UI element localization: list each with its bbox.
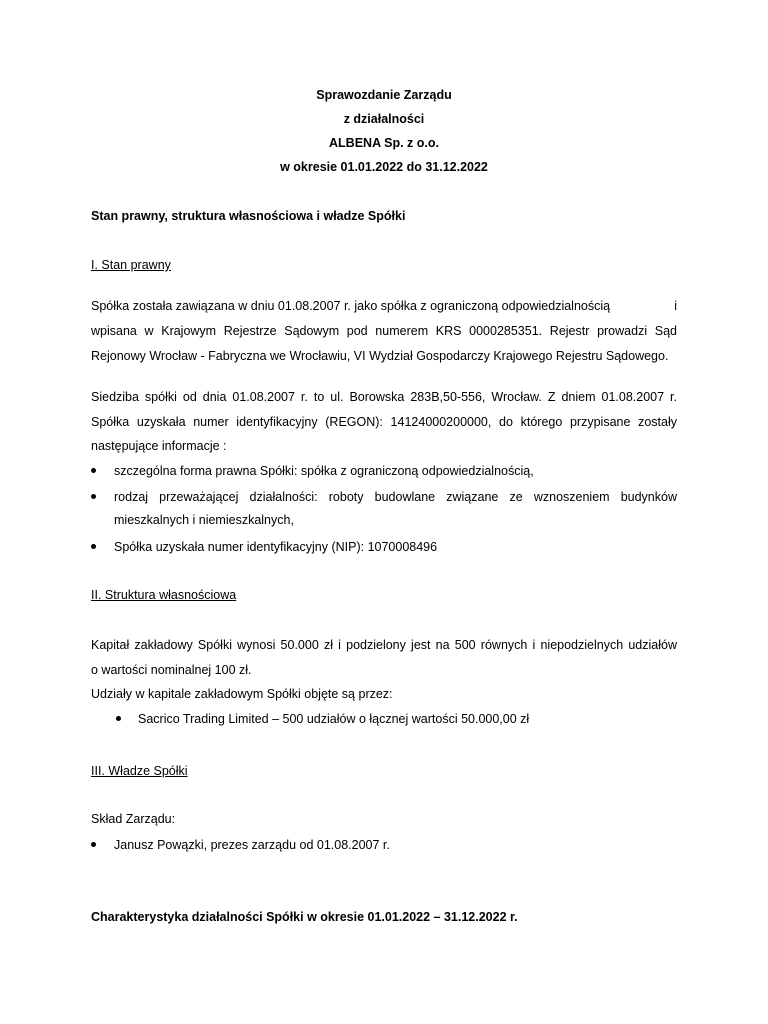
bullet-icon bbox=[91, 468, 96, 473]
sklad-zarzadu-label: Skład Zarządu: bbox=[91, 812, 176, 826]
list-item: rodzaj przeważającej działalności: roboty budowlane związane ze wznoszeniem budynków bbox=[114, 490, 677, 504]
bullet-icon bbox=[116, 716, 121, 721]
list-item: Janusz Powązki, prezes zarządu od 01.08.2007 r. bbox=[114, 838, 390, 852]
stan-prawny-para2-line1: Siedziba spółki od dnia 01.08.2007 r. to ul. Borowska 283B,50-556, Wrocław. Z dniem 01.08.2007 r. bbox=[91, 390, 677, 404]
section-heading: Stan prawny, struktura własnościowa i władze Spółki bbox=[91, 209, 406, 223]
company-name: ALBENA Sp. z o.o. bbox=[329, 136, 439, 150]
stan-prawny-para2-line3: następujące informacje : bbox=[91, 439, 227, 453]
struktura-line2: o wartości nominalnej 100 zł. bbox=[91, 663, 252, 677]
struktura-line1: Kapitał zakładowy Spółki wynosi 50.000 zł i podzielony jest na 500 równych i niepodzielnych udziałów bbox=[91, 638, 677, 652]
charakterystyka-heading: Charakterystyka działalności Spółki w okresie 01.01.2022 – 31.12.2022 r. bbox=[91, 910, 518, 924]
report-subtitle: z działalności bbox=[343, 112, 425, 126]
struktura-heading: II. Struktura własnościowa bbox=[91, 588, 237, 602]
stan-prawny-para1-line1 bbox=[91, 298, 677, 314]
stan-prawny-para1-line3: Rejonowy Wrocław - Fabryczna we Wrocławiu, VI Wydział Gospodarczy Krajowego Rejestru Sądowego. bbox=[91, 349, 669, 363]
struktura-line3: Udziały w kapitale zakładowym Spółki objęte są przez: bbox=[91, 687, 393, 701]
report-period: w okresie 01.01.2022 do 31.12.2022 bbox=[280, 160, 488, 174]
list-item: Sacrico Trading Limited – 500 udziałów o łącznej wartości 50.000,00 zł bbox=[138, 712, 530, 726]
wladze-heading: III. Władze Spółki bbox=[91, 764, 188, 778]
bullet-icon bbox=[91, 842, 96, 847]
list-item: Spółka uzyskała numer identyfikacyjny (NIP): 1070008496 bbox=[114, 540, 438, 554]
bullet-icon bbox=[91, 544, 96, 549]
stan-prawny-para1-line2: wpisana w Krajowym Rejestrze Sądowym pod numerem KRS 0000285351. Rejestr prowadzi Sąd bbox=[91, 324, 677, 338]
para1-line1-text: Spółka została zawiązana w dniu 01.08.2007 r. jako spółka z ograniczoną odpowiedzialnością bbox=[91, 299, 611, 313]
stan-prawny-heading: I. Stan prawny bbox=[91, 258, 171, 272]
bullet-icon bbox=[91, 494, 96, 499]
report-title: Sprawozdanie Zarządu bbox=[316, 88, 452, 102]
stan-prawny-para2-line2: Spółka uzyskała numer identyfikacyjny (REGON): 14124000200000, do którego przypisane zostały bbox=[91, 415, 677, 429]
list-item-continuation: mieszkalnych i niemieszkalnych, bbox=[114, 513, 294, 527]
para1-line1-conjunction: i bbox=[674, 299, 677, 313]
list-item: szczególna forma prawna Spółki: spółka z ograniczoną odpowiedzialnością, bbox=[114, 464, 534, 478]
